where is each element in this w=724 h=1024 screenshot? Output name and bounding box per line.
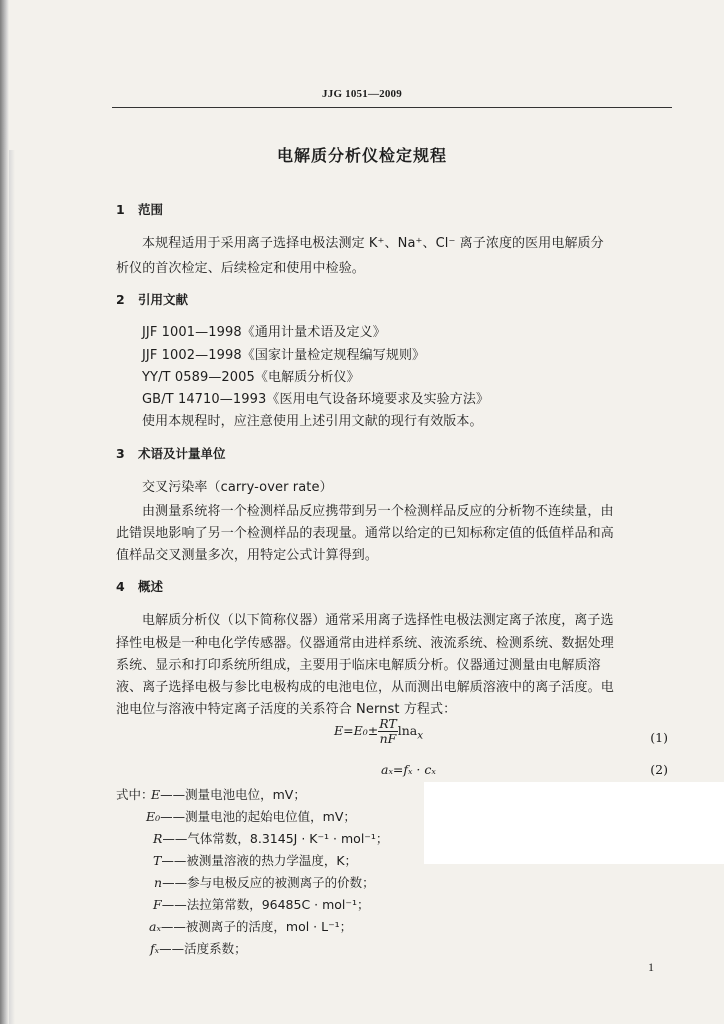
symbol-definition [153, 851, 357, 869]
fraction-numerator: RT [379, 716, 397, 731]
paragraph-line: 液、离子选择电极与参比电极构成的电池电位，从而测出电解质溶液中的离子活度。电 [116, 680, 614, 695]
section-number: 4 [116, 579, 125, 594]
section-title: 引用文献 [138, 292, 189, 307]
paragraph-line: 系统、显示和打印系统所组成，主要用于临床电解质分析。仪器通过测量由电解质溶 [116, 658, 601, 673]
symbol: E₀ [146, 809, 161, 824]
equation-rhs: lna [397, 723, 418, 738]
equation-number: (2) [650, 762, 668, 777]
paragraph-line: 电解质分析仪（以下简称仪器）通常采用离子选择性电极法测定离子浓度，离子选 [142, 613, 614, 628]
section-title: 范围 [138, 202, 164, 217]
symbol: T [153, 853, 162, 868]
symbol: n [154, 875, 163, 890]
symbol-description: ——测量电池电位，mV； [160, 787, 306, 802]
section-1-heading [116, 200, 163, 218]
symbol: aₓ [149, 919, 161, 934]
symbol-definition [150, 939, 247, 957]
section-title: 术语及计量单位 [138, 446, 226, 461]
section-title: 概述 [138, 579, 164, 594]
paragraph-line: 本规程适用于采用离子选择电极法测定 K⁺、Na⁺、Cl⁻ 离子浓度的医用电解质分 [142, 236, 604, 251]
paragraph-line: 此错误地影响了另一个检测样品的表现量。通常以给定的已知标称定值的低值样品和高 [116, 526, 614, 541]
page-number: 1 [648, 960, 654, 974]
symbol-description: ——被测离子的活度，mol · L⁻¹； [160, 919, 353, 934]
paragraph-line: 池电位与溶液中特定离子活度的关系符合 Nernst 方程式： [116, 702, 457, 717]
paragraph-line: 由测量系统将一个检测样品反应携带到另一个检测样品反应的分析物不连续量，由 [142, 504, 614, 519]
blank-patch [424, 782, 724, 864]
scan-shadow-inner [9, 150, 15, 1024]
section-number: 3 [116, 446, 125, 461]
term-heading: 交叉污染率（carry-over rate） [142, 480, 333, 495]
reference-item: YY/T 0589—2005《电解质分析仪》 [142, 370, 360, 385]
symbol-description: ——被测量溶液的热力学温度，K； [161, 853, 358, 868]
paragraph-line: 使用本规程时，应注意使用上述引用文献的现行有效版本。 [142, 414, 483, 429]
nernst-equation [334, 717, 423, 746]
paragraph-line: 择性电极是一种电化学传感器。仪器通常由进样系统、液流系统、检测系统、数据处理 [116, 636, 614, 651]
section-4-heading [116, 577, 163, 595]
symbol-definition [149, 917, 352, 935]
section-number: 2 [116, 292, 125, 307]
section-3-heading [116, 444, 226, 462]
symbol-definition [146, 807, 356, 825]
equation-rhs-subscript: x [417, 729, 424, 742]
symbol: E [151, 787, 161, 802]
page-header: JJG 1051—2009 [322, 88, 402, 100]
header-rule [112, 107, 672, 108]
reference-item: GB/T 14710—1993《医用电气设备环境要求及实验方法》 [142, 392, 490, 407]
symbol-description: ——气体常数，8.3145J · K⁻¹ · mol⁻¹； [162, 831, 389, 846]
paragraph-line: 值样品交叉测量多次，用特定公式计算得到。 [116, 548, 379, 563]
symbol-description: ——测量电池的起始电位值，mV； [160, 809, 356, 824]
equation-lhs: E=E₀± [334, 723, 379, 738]
symbols-intro: 式中： [116, 787, 154, 802]
symbol-definition [153, 829, 388, 847]
reference-item: JJF 1001—1998《通用计量术语及定义》 [142, 325, 386, 340]
equation-number: (1) [650, 730, 668, 745]
section-number: 1 [116, 202, 125, 217]
symbol-description: ——法拉第常数，96485C · mol⁻¹； [161, 897, 370, 912]
paragraph-line: 析仪的首次检定、后续检定和使用中检验。 [116, 261, 365, 276]
symbol: F [153, 897, 162, 912]
equation-fraction [378, 717, 398, 746]
symbol-description: ——活度系数； [159, 941, 247, 956]
symbol-definition [151, 785, 306, 803]
fraction-denominator: nF [379, 731, 397, 746]
symbol: fₓ [150, 941, 160, 956]
symbol-definition [154, 873, 375, 891]
symbol-description: ——参与电极反应的被测离子的价数； [162, 875, 375, 890]
activity-equation: aₓ=fₓ · cₓ [381, 762, 436, 777]
symbol: R [153, 831, 163, 846]
symbol-definition [153, 895, 370, 913]
section-2-heading [116, 290, 188, 308]
document-title: 电解质分析仪检定规程 [276, 146, 447, 165]
reference-item: JJF 1002—1998《国家计量检定规程编写规则》 [142, 348, 426, 363]
